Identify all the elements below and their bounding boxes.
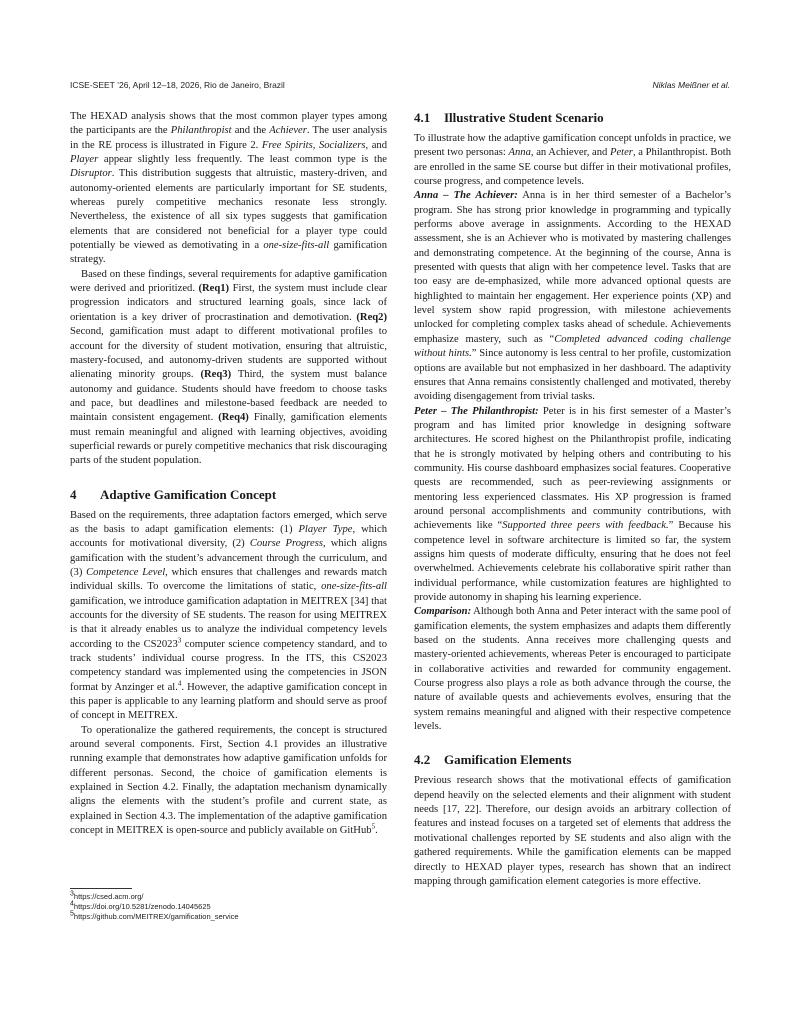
paragraph-peter: Peter – The Philanthropist: Peter is in his first semester of a Master’s program and has limited prior knowledge in designing software architectures. He scored highest on the Philanthropist profile, indicating that he is strongly motivated by helping others and contributing to his community. His course dashboard emphasizes social features. Cooperative quests are recommended, such as peer-reviewing assignments or mentoring less experienced classmates. His XP progression is framed around personal accomplishments and community contributions, with achievements like “Supported three peers with feedback.” Because his competence level in software architecture is limited so far, the system assigns him quests of moderate difficulty, ensuring that he does not feel overwhelmed. Achievements celebrate his collaborative spirit rather than individual performance, while customization features are highlighted to provide autonomy in shaping his learning experience.	[414, 405, 731, 603]
footnote-link[interactable]: https://github.com/MEITREX/gamification_service	[73, 912, 239, 921]
footnote-3: $^3$https://csed.acm.org/	[70, 890, 144, 901]
paragraph-adaptation-factors: Based on the requirements, three adaptation factors emerged, which serve as the basis to adapt gamification elements: (1) Player Type, which accounts for motivational diversity, (2) Course Progress, which aligns gamification with the student’s advancement through the curriculum, and (3) Competence Level, which ensures that challenges and rewards match individual skills. To overcome the limitations of static, one-size-fits-all gamification, we introduce gamification adaptation in MEITREX [34] that accounts for the diversity of SE students. The reason for using MEITREX is that it already enables us to analyze the individual competency levels according to the CS2023$^3$ computer science competency standard, and to track students’ individual course progress. In the ITS, this CS2023 competency standard was implemented using the competencies in JSON format by Anzinger et al.$^4$. However, the adaptive gamification concept in this paper is applicable to any learning platform and should serve as proof of concept in MEITREX.	[70, 509, 388, 722]
section-heading-4-1: 4.1 Illustrative Student Scenario	[414, 110, 604, 125]
footnote-4: $^4$https://doi.org/10.5281/zenodo.14045625	[70, 900, 211, 911]
paragraph-requirements: Based on these findings, several requirements for adaptive gamification were derived and prioritized. (Req1) First, the system must include clear progression indicators and structured learning goals, since lack of orientation is a key driver of procrastination and demotivation. (Req2) Second, gamification must adapt to different motivational profiles to account for the diversity of student motivation, ensuring that altruistic, mastery-focused, and autonomy-driven students are supported without alienating minority groups. (Req3) Third, the system must balance autonomy and guidance. Students should have freedom to choose tasks and pace, but deadlines and milestone-based feedback are needed to maintain consistent engagement. (Req4) Finally, gamification elements must remain meaningful and aligned with learning objectives, avoiding superficial rewards or purely competitive mechanics that risk discouraging parts of the student population.	[70, 268, 387, 467]
paragraph-operationalize: To operationalize the gathered requirements, the concept is structured around several components. First, Section 4.1 provides an illustrative running example that demonstrates how adaptive gamification unfolds for different personas. Second, the choice of gamification elements is explained in Section 4.2. Finally, the adaptation mechanism dynamically aligns the elements with the student’s profile and current state, as explained in Section 4.3. The implementation of the adaptive gamification concept in MEITREX is open-source and publicly available on GitHub$^5$.	[70, 724, 387, 837]
right-column	[414, 110, 731, 889]
paragraph-personas-intro: To illustrate how the adaptive gamification concept unfolds in practice, we present two personas: Anna, an Achiever, and Peter, a Philanthropist. Both are enrolled in the same SE course but differ in their motivational profiles, course progress, and competence levels.	[414, 133, 731, 188]
footnote-rule	[70, 888, 132, 889]
footnote-ref-4: 4	[177, 679, 182, 688]
footnote-5: $^5$https://github.com/MEITREX/gamification_service	[70, 910, 239, 921]
footnote-link[interactable]: https://doi.org/10.5281/zenodo.14045625	[73, 902, 211, 911]
paragraph-hexad-analysis: The HEXAD analysis shows that the most common player types among the participants are the Philanthropist and the Achiever. The user analysis in the RE process is illustrated in Figure 2. Free Spirits, Socializers, and Player appear slightly less frequently. The least common type is the Disruptor. This distribution suggests that altruistic, mastery-driven, and autonomy-oriented elements are particularly important for SE students, whereas purely competitive mechanics resonate less strongly. Nevertheless, the existence of all six types suggests that gamification elements that are considered not beneficial for a player type could potentially be viewed as demotivating in a one-size-fits-all gamification strategy.	[70, 111, 388, 266]
author-line: Niklas Meißner et al.	[652, 80, 730, 90]
running-header	[70, 80, 730, 90]
footnotes	[70, 888, 387, 922]
footnote-ref-5: 5	[371, 822, 376, 831]
left-column	[70, 110, 387, 839]
footnote-link[interactable]: https://csed.acm.org/	[73, 892, 144, 901]
paragraph-anna: Anna – The Achiever: Anna is in her third semester of a Bachelor’s program. She has strong prior knowledge in programming and typically performs above average in assignments. According to the HEXAD assessment, she is an Achiever who is motivated by mastering challenges and demonstrating competence. At the beginning of the course, Anna is presented with quests that align with her competence level. Tasks that are too easy are de-emphasized, while more advanced optional quests are highlighted to maintain her engagement. Her experience points (XP) and level system show rapid progression, with milestone achievements unlocked for completing complex tasks ahead of schedule. Achievements emphasize mastery, such as “Completed advanced coding challenge without hints.” Since autonomy is less central to her profile, customization options are available but not emphasized in her dashboard. The adaptivity ensures that Anna remains consistently challenged and motivated, thereby avoiding disengagement from trivial tasks.	[414, 190, 731, 403]
section-heading-4-2: 4.2 Gamification Elements	[414, 752, 572, 768]
footnote-ref-3: 3	[177, 636, 182, 645]
paragraph-comparison: Comparison: Although both Anna and Peter interact with the same pool of gamification elements, the system emphasizes and adapts them differently based on the students. Anna receives more challenging quests and mastery-oriented achievements, whereas Peter is encouraged to participate in collaborative activities and rewarded for community engagement. Course progress also plays a role as both advance through the course, the nature of available quests and achievements evolves, ensuring that the system remains meaningful and aligned with their respective competence levels.	[414, 606, 731, 733]
section-heading-4: 4 Adaptive Gamification Concept	[70, 486, 277, 502]
venue-line: ICSE-SEET ’26, April 12–18, 2026, Rio de Janeiro, Brazil	[70, 80, 285, 90]
paragraph-gamification-elements: Previous research shows that the motivational effects of gamification depend heavily on the selected elements and their alignment with student needs [17, 22]. Therefore, our design avoids an arbitrary collection of features and instead focuses on a targeted set of elements that address the motivational challenges reported by SE students and also align with the gathered requirements. While the gamification elements can be mapped directly to HEXAD player types, research has shown that an indirect mapping through gamification element categories is more effective.	[414, 775, 731, 887]
